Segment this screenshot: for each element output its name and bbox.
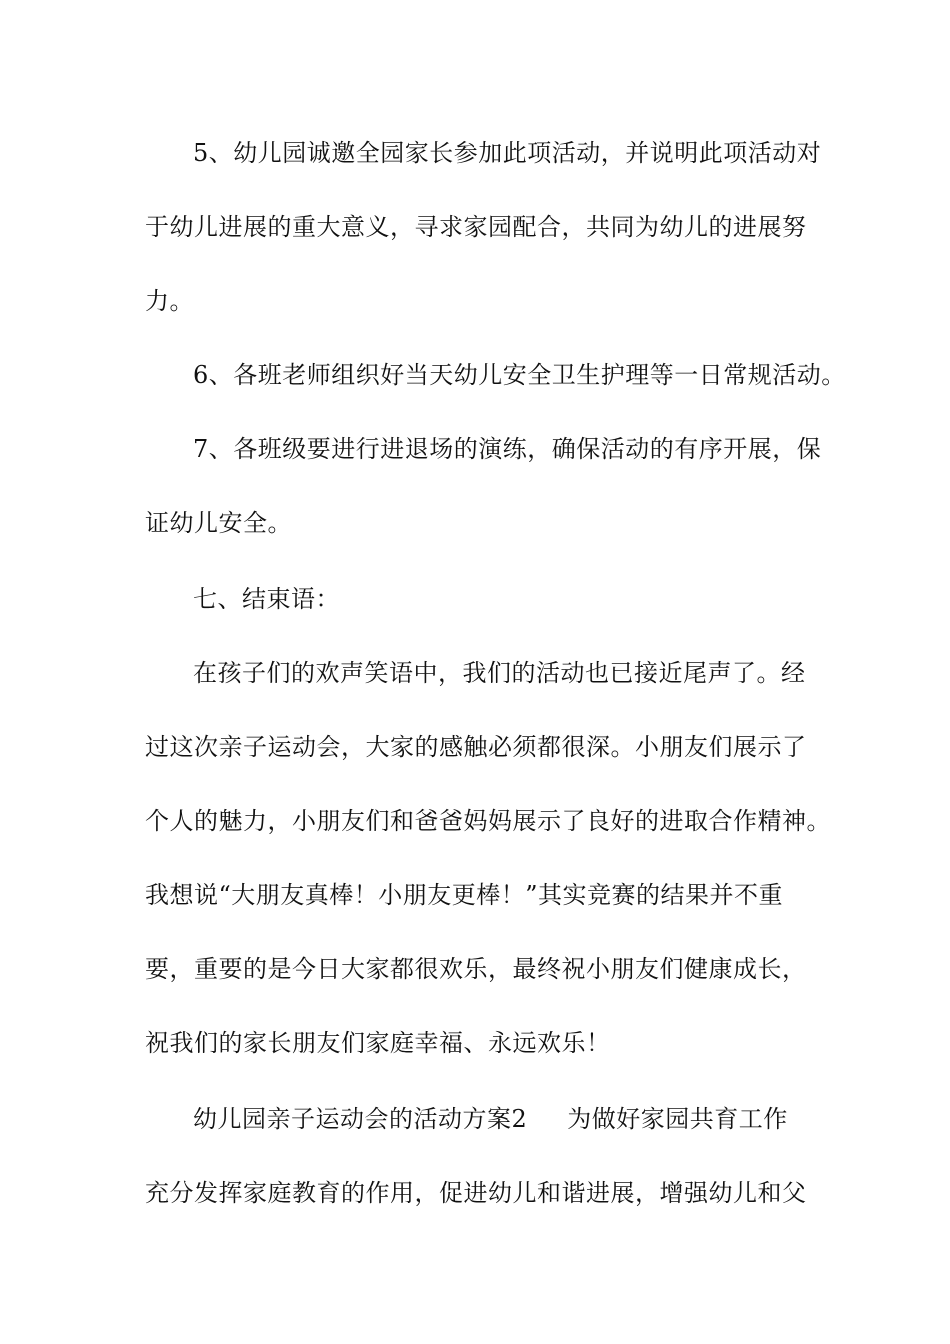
- paragraph-5-line-1: 5、幼儿园诚邀全园家长参加此项活动，并说明此项活动对: [193, 139, 822, 167]
- conclusion-line-6: 祝我们的家长朋友们家庭幸福、永远欢乐！: [145, 1029, 611, 1057]
- paragraph-6-line-1: 6、各班老师组织好当天幼儿安全卫生护理等一日常规活动。: [193, 361, 846, 389]
- plan-2-line-1: [193, 1104, 873, 1134]
- conclusion-line-5: 要，重要的是今日大家都很欢乐，最终祝小朋友们健康成长，: [145, 955, 807, 983]
- section-heading-conclusion: 七、结束语：: [193, 585, 340, 613]
- conclusion-line-4: 我想说“大朋友真棒！小朋友更棒！”其实竞赛的结果并不重: [145, 881, 784, 909]
- plan-2-title: 幼儿园亲子运动会的活动方案2: [193, 1105, 528, 1133]
- paragraph-7-line-1: 7、各班级要进行进退场的演练，确保活动的有序开展，保: [193, 435, 822, 463]
- plan-2-intro: 为做好家园共育工作: [567, 1105, 788, 1133]
- paragraph-5-line-2: 于幼儿进展的重大意义，寻求家园配合，共同为幼儿的进展努: [145, 213, 807, 241]
- conclusion-line-1: 在孩子们的欢声笑语中，我们的活动也已接近尾声了。经: [193, 659, 806, 687]
- plan-2-line-2: 充分发挥家庭教育的作用，促进幼儿和谐进展，增强幼儿和父: [145, 1179, 807, 1207]
- paragraph-7-line-2: 证幼儿安全。: [145, 509, 292, 537]
- paragraph-5-line-3: 力。: [145, 287, 194, 315]
- conclusion-line-3: 个人的魅力，小朋友们和爸爸妈妈展示了良好的进取合作精神。: [145, 807, 831, 835]
- conclusion-line-2: 过这次亲子运动会，大家的感触必须都很深。小朋友们展示了: [145, 733, 807, 761]
